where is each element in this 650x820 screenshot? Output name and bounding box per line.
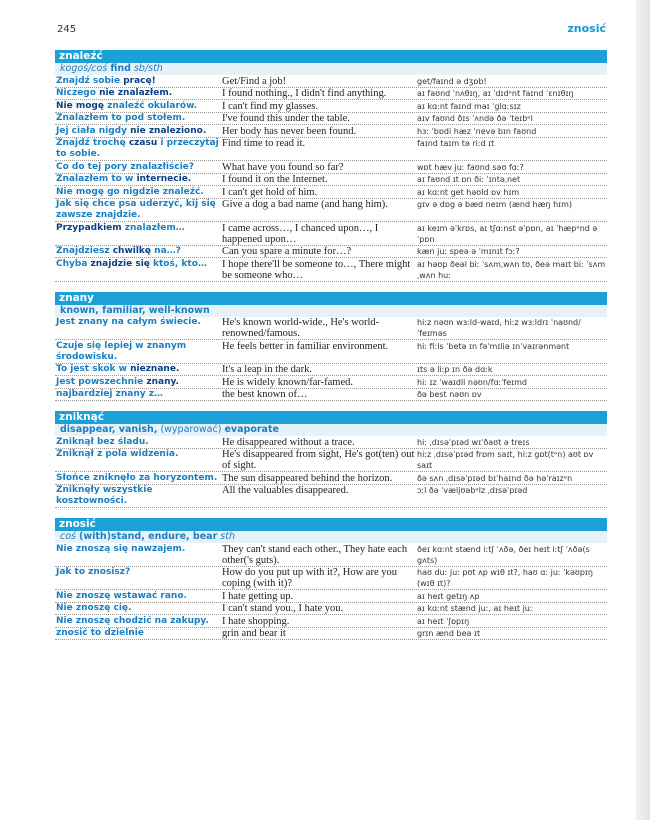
polish-phrase: [55, 186, 222, 198]
english-translation: grin and bear it: [222, 628, 286, 639]
headword-band: zniknąć: [55, 411, 607, 424]
english-translation: I came across…, I chanced upon…, I happened upon…: [222, 222, 379, 245]
phrase-text: Znalazłem to w: [56, 174, 137, 184]
polish-phrase: [55, 258, 222, 281]
pronunciation: grɪn ænd beə ɪt: [417, 629, 481, 638]
translation-line: [55, 305, 607, 317]
english-translation: Find time to read it.: [222, 138, 306, 149]
page-edge: [636, 0, 650, 820]
polish-phrase: [55, 113, 222, 125]
phrase-row: [55, 100, 607, 113]
english-translation: I can't get hold of him.: [222, 186, 318, 198]
entry-section: [55, 292, 607, 402]
polish-phrase: [55, 138, 222, 161]
phrase-row: [55, 246, 607, 259]
phrase-text: Niczego: [56, 88, 100, 98]
polish-phrase: [55, 543, 222, 566]
phrase-keyword: znajdzie się: [90, 258, 150, 269]
phrase-text: Znajdź sobie: [56, 75, 124, 86]
english-translation: Can you spare a minute for…?: [222, 246, 352, 257]
pronunciation: get/faɪnd ə dʒɒb!: [417, 76, 487, 86]
polish-phrase: [55, 222, 222, 245]
phrase-keyword: czasu: [128, 138, 158, 148]
phrase-row: [55, 186, 607, 199]
pronunciation: haʊ duː juː pʊt ʌp wɪθ ɪt?, haʊ ɑː juː ˈkəʊpɪŋ (wɪθ ɪt)?: [417, 568, 593, 588]
translation-segment: known, familiar, well-known: [60, 304, 210, 316]
english-translation: I hate shopping.: [222, 615, 290, 627]
phrase-row: [55, 340, 607, 364]
phrase-row: [55, 472, 607, 485]
polish-phrase: [55, 485, 222, 508]
phrase-keyword: nie znalazłem.: [99, 88, 173, 98]
english-translation: Give a dog a bad name (and hang him).: [222, 199, 388, 210]
polish-phrase: [55, 174, 222, 186]
phrase-text: Znalazłem to pod stołem.: [56, 113, 186, 123]
pronunciation: hiːz nəʊn wɜːld-waɪd, hiːz wɜːldrɪ ˈnaʊnd/ˈfeɪməs: [417, 318, 581, 338]
english-translation: He's known world-wide., He's world-renowned/famous.: [222, 317, 380, 339]
phrase-keyword: nie znaleziono.: [130, 125, 207, 136]
english-translation: I've found this under the table.: [222, 113, 350, 124]
phrase-row: [55, 174, 607, 187]
polish-phrase: [55, 376, 222, 388]
english-translation: I can't stand you., I hate you.: [222, 603, 344, 614]
english-translation: the best known of…: [222, 389, 308, 400]
pronunciation: aɪ həʊp ðeəl biː ˈsʌmˌwʌn tʊ, ðeə maɪt biː ˈsʌmˌwʌn huː: [417, 259, 606, 280]
phrase-row: [55, 75, 607, 88]
english-translation: What have you found so far?: [222, 161, 344, 173]
pronunciation: aɪ heɪt ˈʃɒpɪŋ: [417, 616, 470, 626]
phrase-text: Jest powszechnie: [56, 376, 147, 387]
phrase-keyword: znany.: [146, 376, 179, 387]
translation-line: [55, 424, 607, 436]
phrase-row: [55, 125, 607, 138]
phrase-row: [55, 436, 607, 449]
phrase-row: [55, 376, 607, 389]
pronunciation: ɪts ə liːp ɪn ðə dɑːk: [417, 365, 493, 374]
entry-section: [55, 518, 607, 640]
phrase-row: [55, 113, 607, 126]
phrase-keyword: nieznane.: [130, 364, 180, 374]
pronunciation: faɪnd taɪm tə riːd ɪt: [417, 139, 495, 148]
translation-line: [55, 531, 607, 543]
polish-phrase: [55, 340, 222, 363]
running-head: znosić: [567, 22, 606, 35]
polish-phrase: [55, 389, 222, 401]
phrase-text: Słońce zniknęło za horyzontem.: [56, 472, 218, 483]
english-translation: Her body has never been found.: [222, 125, 357, 137]
polish-phrase: [55, 615, 222, 627]
phrase-text: Nie znoszę wstawać rano.: [56, 590, 187, 601]
english-translation: He disappeared without a trace.: [222, 436, 355, 448]
translation-segment: disappear, vanish,: [60, 424, 158, 435]
phrase-keyword: chwilkę: [112, 246, 152, 256]
translation-segment: (wyparować): [157, 424, 225, 435]
phrase-text: i przeczytaj to sobie.: [56, 138, 219, 159]
phrase-row: [55, 543, 607, 567]
english-translation: I hate getting up.: [222, 590, 294, 602]
english-translation: They can't stand each other., They hate each other('s guts).: [222, 543, 408, 566]
pronunciation: aɪ faʊnd ɪt ɒn ðiː ˈɪntəˌnet: [417, 175, 521, 184]
translation-segment: coś: [60, 531, 80, 542]
phrase-text: ktoś, kto…: [149, 258, 207, 269]
pronunciation: hiː ɪz ˈwaɪdli nəʊn/fɑːˈfeɪmd: [417, 377, 527, 387]
phrase-row: [55, 364, 607, 377]
english-translation: I found nothing., I didn't find anything.: [222, 88, 387, 99]
pronunciation: aɪ kɑːnt get həʊld ɒv hɪm: [417, 187, 520, 197]
english-translation: He feels better in familiar environment.: [222, 340, 389, 352]
phrase-text: Czuje się lepiej w znanym środowisku.: [56, 340, 187, 362]
polish-phrase: [55, 449, 222, 472]
phrase-row: [55, 222, 607, 246]
phrase-text: Zniknął bez śladu.: [56, 436, 149, 447]
pronunciation: ðə sʌn ˌdɪsəˈpɪəd bɪˈhaɪnd ðə həˈraɪzᵊn: [417, 473, 573, 483]
page-number: 245: [57, 24, 77, 35]
phrase-text: Nie znoszę chodzić na zakupy.: [56, 615, 209, 626]
pronunciation: ɔːl ðə ˈvæljʊəbᵊlz ˌdɪsəˈpɪəd: [417, 486, 528, 495]
english-translation: Get/Find a job!: [222, 75, 287, 87]
phrase-keyword: Przypadkiem: [56, 222, 122, 233]
phrase-row: [55, 590, 607, 603]
phrase-row: [55, 389, 607, 402]
pronunciation: hiːz ˌdɪsəˈpɪəd frɒm saɪt, hiːz gɒt(tᵊn) aʊt ɒv saɪt: [417, 450, 594, 470]
phrase-text: Nie znoszę cię.: [56, 603, 132, 613]
polish-phrase: [55, 125, 222, 137]
phrase-row: [55, 88, 607, 101]
phrase-text: Jak się chce psa uderzyć, kij się zawsze znajdzie.: [56, 199, 216, 220]
pronunciation: hiː ˌdɪsəˈpɪəd wɪˈðaʊt ə treɪs: [417, 437, 530, 447]
translation-segment: (with)stand, endure, bear: [79, 531, 218, 542]
english-translation: It's a leap in the dark.: [222, 364, 312, 375]
phrase-text: znosić to dzielnie: [56, 628, 144, 638]
phrase-text: Zniknęły wszystkie kosztowności.: [56, 485, 153, 506]
phrase-text: Chyba: [56, 258, 91, 269]
english-translation: I can't find my glasses.: [222, 100, 319, 112]
polish-phrase: [55, 246, 222, 258]
phrase-text: znaleźć okularów.: [103, 100, 198, 111]
phrase-text: Znajdź trochę: [56, 138, 129, 148]
phrase-keyword: Nie mogę: [56, 100, 104, 111]
translation-segment: sb/sth: [130, 63, 163, 74]
pronunciation: aɪ kɑːnt faɪnd maɪ ˈglɑːsɪz: [417, 101, 521, 111]
phrase-keyword: pracę!: [123, 75, 156, 86]
phrase-text: Nie mogę go nigdzie znaleźć.: [56, 186, 204, 197]
phrase-row: [55, 449, 607, 473]
pronunciation: gɪv ə dɒg ə bæd neɪm (ænd hæŋ hɪm): [417, 200, 573, 209]
translation-segment: find: [110, 63, 131, 74]
polish-phrase: [55, 75, 222, 87]
phrase-text: Jak to znosisz?: [56, 567, 131, 577]
pronunciation: aɪ kɑːnt stænd juː, aɪ heɪt juː: [417, 604, 533, 613]
phrase-row: [55, 199, 607, 223]
translation-segment: kogoś/coś: [60, 63, 111, 74]
polish-phrase: [55, 472, 222, 484]
phrase-row: [55, 567, 607, 591]
english-translation: I hope there'll be someone to…, There might be someone who…: [222, 258, 411, 281]
phrase-text: Jej ciała nigdy: [56, 125, 131, 136]
phrase-text: Co do tej pory znalazłiście?: [56, 161, 195, 172]
polish-phrase: [55, 100, 222, 112]
phrase-row: [55, 603, 607, 616]
phrase-text: Znajdziesz: [56, 246, 113, 256]
phrase-row: [55, 258, 607, 282]
english-translation: I found it on the Internet.: [222, 174, 328, 185]
phrase-row: [55, 317, 607, 341]
phrase-text: Zniknął z pola widzenia.: [56, 449, 179, 459]
polish-phrase: [55, 436, 222, 448]
phrase-row: [55, 485, 607, 509]
phrase-row: [55, 628, 607, 641]
headword-band: znany: [55, 292, 607, 305]
phrase-row: [55, 161, 607, 174]
english-translation: All the valuables disappeared.: [222, 485, 349, 496]
translation-segment: sth: [217, 531, 235, 542]
pronunciation: aɪv faʊnd ðɪs ˈʌndə ðə ˈteɪbᵊl: [417, 114, 533, 123]
phrase-text: najbardziej znany z…: [56, 389, 163, 399]
entry-section: [55, 411, 607, 508]
polish-phrase: [55, 317, 222, 340]
english-translation: How do you put up with it?, How are you coping (with it)?: [222, 567, 397, 589]
polish-phrase: [55, 590, 222, 602]
pronunciation: wɒt hæv juː faʊnd səʊ fɑː?: [417, 162, 524, 172]
pronunciation: aɪ faʊnd ˈnʌθɪŋ, aɪ ˈdɪdᵊnt faɪnd ˈɛnɪθɪŋ: [417, 89, 574, 98]
phrase-keyword: internecie.: [136, 174, 192, 184]
phrase-text: Nie znoszą się nawzajem.: [56, 543, 186, 554]
polish-phrase: [55, 161, 222, 173]
pronunciation: hiː fiːls ˈbetə ɪn fəˈmɪliə ɪnˈvaɪrənmənt: [417, 341, 570, 351]
polish-phrase: [55, 88, 222, 100]
pronunciation: hɜː ˈbɒdi hæz ˈnevə bɪn faʊnd: [417, 126, 537, 136]
phrase-row: [55, 138, 607, 162]
phrase-text: na…?: [151, 246, 181, 256]
pronunciation: ðə best nəʊn ɒv: [417, 390, 482, 399]
phrase-text: To jest skok w: [56, 364, 131, 374]
entry-section: [55, 50, 607, 282]
english-translation: He's disappeared from sight, He's got(ten) out of sight.: [222, 449, 415, 471]
dictionary-content: [55, 50, 607, 650]
phrase-text: Jest znany na całym świecie.: [56, 317, 201, 327]
polish-phrase: [55, 364, 222, 376]
polish-phrase: [55, 199, 222, 222]
pronunciation: aɪ keɪm əˈkrɒs, aɪ tʃɑːnst əˈpɒn, aɪ ˈhæpᵊnd əˈpɒn: [417, 223, 598, 244]
phrase-row: [55, 615, 607, 628]
polish-phrase: [55, 567, 222, 590]
polish-phrase: [55, 628, 222, 640]
english-translation: The sun disappeared behind the horizon.: [222, 472, 393, 484]
headword-band: znosić: [55, 518, 607, 531]
pronunciation: aɪ heɪt getɪŋ ʌp: [417, 591, 480, 601]
translation-segment: evaporate: [224, 424, 279, 435]
pronunciation: ðeɪ kɑːnt stænd iːtʃ ˈʌðə, ðeɪ heɪt iːtʃ ˈʌðə(s gʌts): [417, 544, 590, 565]
headword-band: znaleźć: [55, 50, 607, 63]
pronunciation: kæn juː speə ə ˈmɪnɪt fɔː?: [417, 247, 520, 256]
translation-line: [55, 63, 607, 75]
phrase-text: znalazłem…: [121, 222, 185, 233]
english-translation: He is widely known/far-famed.: [222, 376, 353, 388]
polish-phrase: [55, 603, 222, 615]
